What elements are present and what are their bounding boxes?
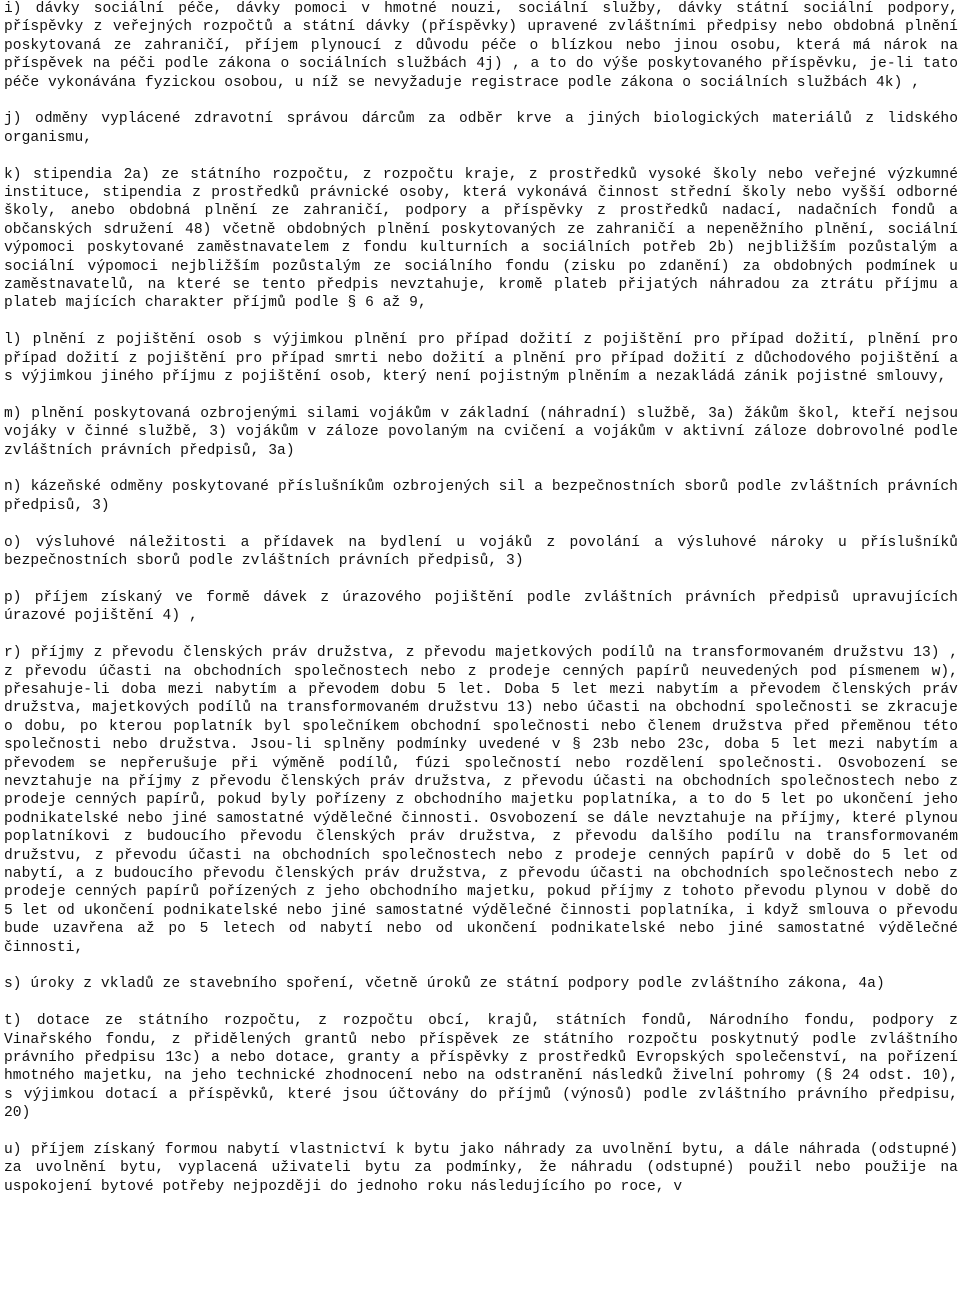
paragraph-o: o) výsluhové náležitosti a přídavek na bydlení u vojáků z povolání a výsluhové nároky u příslušníků bezpečnostních sborů podle zvláštních právních předpisů, 3) [4,534,958,570]
paragraph-p: p) příjem získaný ve formě dávek z úrazového pojištění podle zvláštních právních předpisů upravujících úrazové pojištění 4) , [4,589,958,625]
paragraph-u: u) příjem získaný formou nabytí vlastnictví k bytu jako náhrady za uvolnění bytu, a dále náhrada (odstupné) za uvolnění bytu, vyplacená uživateli bytu za podmínky, že náhradu (odstupné) použil nebo použije na uspokojení bytové potřeby nejpozději do jednoho roku následujícího po roce, v [4,1142,958,1195]
paragraph-t: t) dotace ze státního rozpočtu, z rozpočtu obcí, krajů, státních fondů, Národního fondu, podpory z Vinařského fondu, z přidělených grantů nebo příspěvek ze státního rozpočtu poskytnutý podle zvláštního právního předpisu 13c) a nebo dotace, granty a příspěvky z prostředků Evropských společenství, na pořízení hmotného majetku, na jeho technické zhodnocení nebo na odstranění následků živelní pohromy (§ 24 odst. 10), s výjimkou dotací a příspěvků, které jsou účtovány do příjmů (výnosů) podle zvláštního právního předpisu, 20) [4,1013,958,1122]
paragraph-j: j) odměny vyplácené zdravotní správou dárcům za odběr krve a jiných biologických materiálů z lidského organismu, [4,111,958,146]
document-page [4,0,958,1196]
paragraph-r: r) příjmy z převodu členských práv družstva, z převodu majetkových podílů na transformovaném družstvu 13) , z převodu účasti na obchodních společnostech nebo z prodeje cenných papírů neuvedených pod písmenem w), přesahuje-li doba mezi nabytím a převodem dobu 5 let. Doba 5 let mezi nabytím a převodem členských práv družstva, majetkových podílů na transformovaném družstvu 13) nebo účasti na obchodní společnosti se zkracuje o dobu, po kterou poplatník byl společníkem obchodní společnosti nebo členem družstva před přeměnou této společnosti nebo družstva. Jsou-li splněny podmínky uvedené v § 23b nebo 23c, doba 5 let mezi nabytím a převodem se nepřerušuje při výměně podílů, fúzi společností nebo rozdělení společnosti. Osvobození se nevztahuje na příjmy z převodu členských práv družstva, z převodu účasti na obchodních společnostech nebo z prodeje cenných papírů, pokud byly pořízeny z obchodního majetku poplatníka, a to do 5 let po ukončení jeho podnikatelské nebo jiné samostatné výdělečné činnosti. Osvobození se dále nevztahuje na příjmy, které plynou poplatníkovi z budoucího převodu členských práv družstva, z převodu dalšího podílu na transformovaném družstvu, z převodu účasti na obchodních společnostech nebo z prodeje cenných papírů v době do 5 let od nabytí, a z budoucího převodu členských práv družstva, z převodu účasti na obchodních společnostech nebo z prodeje cenných papírů pořízených z jeho obchodního majetku, pokud příjmy z tohoto převodu plynou v době do 5 let od ukončení podnikatelské nebo jiné samostatné výdělečné činnosti poplatníka, i když smlouva o převodu bude uzavřena až po 5 letech od nabytí nebo od ukončení podnikatelské nebo jiné samostatné výdělečné činnosti, [4,645,958,956]
paragraph-s: s) úroky z vkladů ze stavebního spoření, včetně úroků ze státní podpory podle zvláštního zákona, 4a) [4,976,885,993]
paragraph-m: m) plnění poskytovaná ozbrojenými silami vojákům v základní (náhradní) službě, 3a) žákům škol, kteří nejsou vojáky v činné službě, 3) vojákům v záloze povolaným na cvičení a vojákům v aktivní záloze dobrovolné podle zvláštních právních předpisů, 3a) [4,405,958,459]
paragraph-n: n) kázeňské odměny poskytované příslušníkům ozbrojených sil a bezpečnostních sborů podle zvláštních právních předpisů, 3) [4,479,958,514]
paragraph-k: k) stipendia 2a) ze státního rozpočtu, z rozpočtu kraje, z prostředků vysoké školy nebo veřejné výzkumné instituce, stipendia z prostředků právnické osoby, která vykonává činnost střední školy nebo vyšší odborné školy, anebo obdobná plnění ze zahraničí, podpory a příspěvky z prostředků nadací, nadačních fondů a občanských sdružení 48) včetně obdobných plnění poskytovaných ze zahraničí a nepeněžního plnění, sociální výpomoci poskytované zaměstnavatelem z fondu kulturních a sociálních potřeb 2b) nejbližším pozůstalým a sociální výpomoci nejbližším pozůstalým ze sociálního fondu (zisku po zdanění) za obdobných podmínek u zaměstnavatelů, na které se tento předpis nevztahuje, kromě plateb přijatých náhradou za ztrátu příjmu a plateb majících charakter příjmů podle § 6 až 9, [4,166,958,312]
paragraph-i: i) dávky sociální péče, dávky pomoci v hmotné nouzi, sociální služby, dávky státní sociální podpory, příspěvky z veřejných rozpočtů a státní dávky (příspěvky) upravené zvláštními předpisy nebo obdobná plnění poskytovaná ze zahraničí, příjem plynoucí z důvodu péče o blízkou nebo jinou osobu, která má nárok na příspěvek na péči podle zákona o sociálních službách 4j) , a to do výše poskytovaného příspěvku, je-li tato péče vykonávána fyzickou osobou, u níž se nevyžaduje registrace podle zákona o sociálních službách 4k) , [4,1,958,91]
paragraph-l: l) plnění z pojištění osob s výjimkou plnění pro případ dožití z pojištění pro případ dožití, plnění pro případ dožití z pojištění pro případ smrti nebo dožití a plnění pro případ dožití z důchodového pojištění a s výjimkou jiného příjmu z pojištění osob, který není pojistným plněním a nezakládá zánik pojistné smlouvy, [4,332,958,386]
